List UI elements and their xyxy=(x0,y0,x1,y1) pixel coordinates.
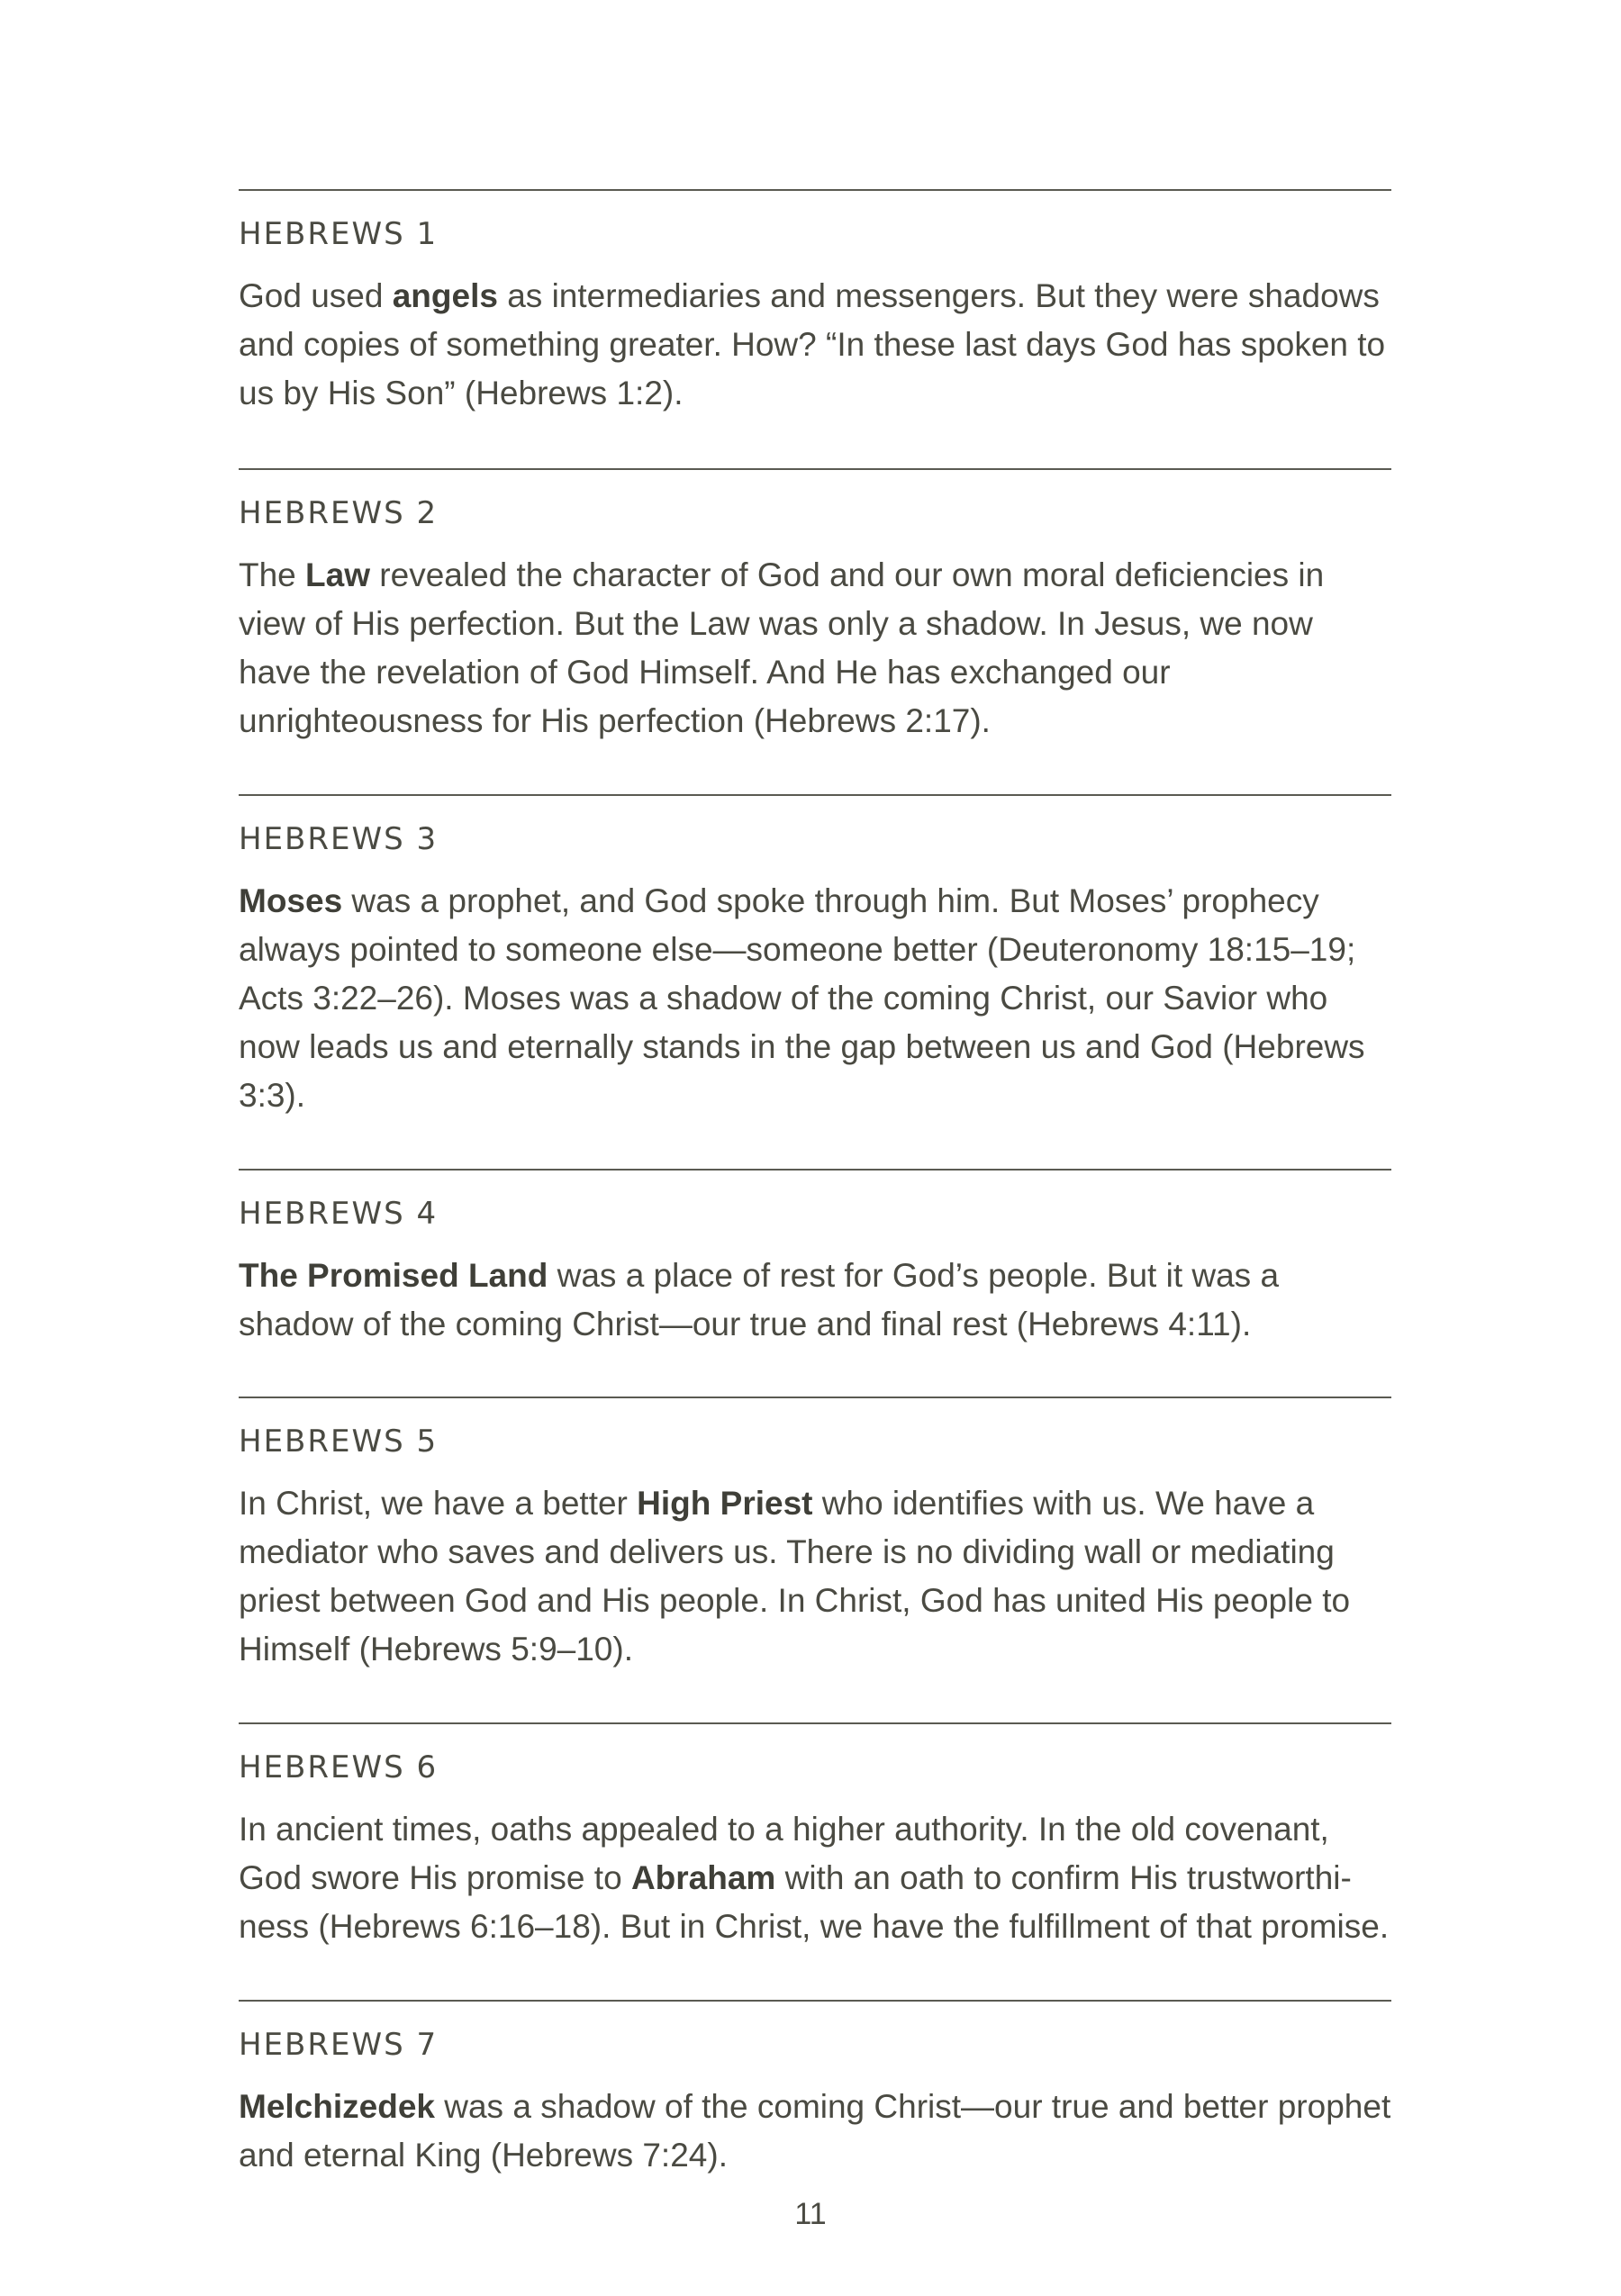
section-heading: HEBREWS 6 xyxy=(239,1749,439,1785)
body-text-pre: In Christ, we have a better xyxy=(239,1485,638,1522)
key-term: High Priest xyxy=(637,1485,813,1522)
body-text-pre: God used xyxy=(239,277,393,314)
section-heading: HEBREWS 7 xyxy=(239,2027,439,2063)
section-hebrews-4 xyxy=(239,1169,1391,1397)
page-content xyxy=(239,189,1391,2182)
body-text-post: who identifies with us. We have a mediator who saves and delivers us. There is no dividing wall or mediating priest between God and His people. In Christ, God has united His people to Himself (Hebrews 5:9–10). xyxy=(239,1485,1351,1668)
key-term: The Promised Land xyxy=(239,1257,548,1294)
key-term: Moses xyxy=(239,882,343,919)
body-text-post: was a shadow of the coming Christ—our true and better prophet and eternal King (Hebrews 7:24). xyxy=(239,2088,1391,2174)
section-hebrews-7 xyxy=(239,2000,1391,2182)
key-term: Melchizedek xyxy=(239,2088,435,2125)
body-text-post: was a prophet, and God spoke through him. But Moses’ prophecy always pointed to someone else—someone better (Deuteronomy 18:15–19; Acts 3:22–26). Moses was a shadow of the coming Christ, our Savior who now leads us and eternally stands in the gap between us and God (Hebrews 3:3). xyxy=(239,882,1365,1114)
section-hebrews-2 xyxy=(239,468,1391,794)
section-hebrews-3 xyxy=(239,794,1391,1169)
body-text-post: revealed the character of God and our own moral deficiencies in view of His perfection. But the Law was only a shadow. In Jesus, we now have the revelation of God Himself. And He has exchanged our unrighteousness for His perfection (Hebrews 2:17). xyxy=(239,556,1325,739)
section-body xyxy=(239,1252,1391,1349)
section-hebrews-5 xyxy=(239,1397,1391,1722)
section-hebrews-1 xyxy=(239,189,1391,468)
section-body xyxy=(239,2083,1391,2180)
page-number: 11 xyxy=(794,2197,827,2231)
section-body xyxy=(239,877,1391,1120)
key-term: Law xyxy=(305,556,371,593)
body-text-post: was a place of rest for God’s people. But it was a shadow of the coming Christ—our true and final rest (Hebrews 4:11). xyxy=(239,1257,1280,1342)
body-text-post: with an oath to confirm His trustworthiness (Hebrews 6:16–18). But in Christ, we have the fulfillment of that promise. xyxy=(239,1859,1390,1945)
section-heading: HEBREWS 3 xyxy=(239,821,439,857)
section-heading: HEBREWS 5 xyxy=(239,1424,439,1460)
section-heading: HEBREWS 4 xyxy=(239,1196,439,1232)
key-term: angels xyxy=(392,277,498,314)
section-body xyxy=(239,272,1391,418)
body-text-pre: In ancient times, oaths appealed to a higher authority. In the old covenant, God swore His promise to xyxy=(239,1811,1329,1896)
section-body xyxy=(239,1805,1391,1951)
section-heading: HEBREWS 2 xyxy=(239,495,439,531)
body-text-post: as intermediaries and messengers. But they were shadows and copies of something greater. How? “In these last days God has spoken to us by His Son” (Hebrews 1:2). xyxy=(239,277,1386,411)
section-body xyxy=(239,1479,1391,1674)
key-term: Abraham xyxy=(630,1859,776,1896)
section-hebrews-6 xyxy=(239,1722,1391,2000)
section-body xyxy=(239,551,1391,746)
section-heading: HEBREWS 1 xyxy=(239,216,439,252)
body-text-pre: The xyxy=(239,556,306,593)
